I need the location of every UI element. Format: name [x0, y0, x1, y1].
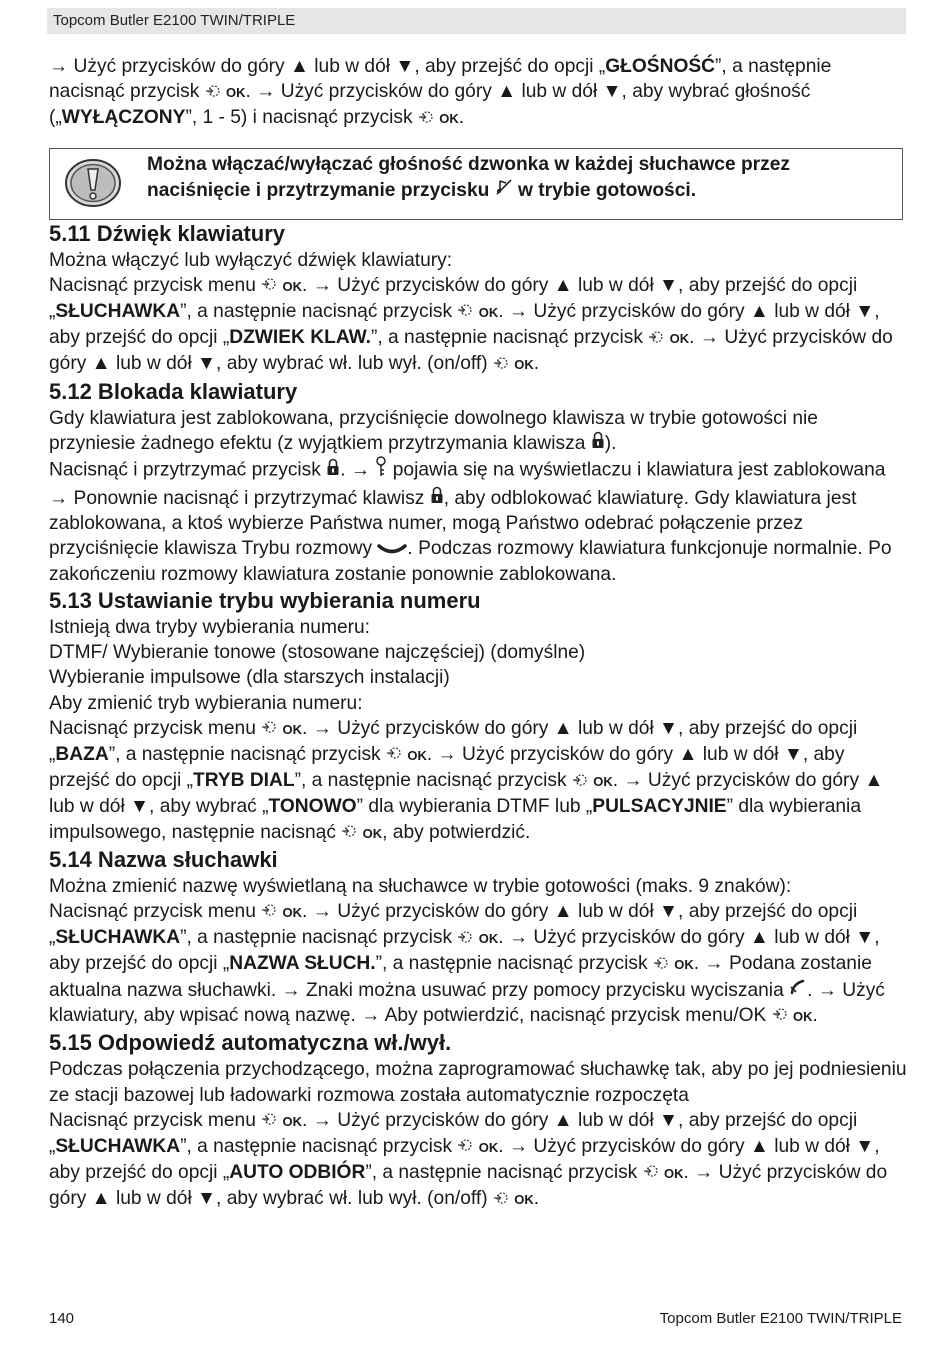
section-5-13-line-3: Wybieranie impulsowe (dla starszych instalacji) — [49, 667, 450, 689]
menu-ok-icon — [261, 716, 277, 741]
section-5-12-intro: Gdy klawiatura jest zablokowana, przyciśnięcie dowolnego klawisza w trybie gotowości nie przyniesie żadnego efektu (z wyjątkiem przytrzymania klawisza ). — [49, 406, 909, 457]
page-content — [49, 54, 909, 1213]
section-5-11-steps: Nacisnąć przycisk menu OK. → Użyć przycisków do góry ▲ lub w dół ▼, aby przejść do opcji „SŁUCHAWKA”, a następnie nacisnąć przycisk OK. → Użyć przycisków do góry ▲ lub w dół ▼, aby przejść do opcji „DZWIEK KLAW.”, a następnie nacisnąć przycisk OK. → Użyć przycisków do góry ▲ lub w dół ▼, aby wybrać wł. lub wył. (on/off) OK. — [49, 273, 909, 378]
menu-ok-icon — [457, 1134, 473, 1159]
section-5-11-intro: Można włączyć lub wyłączyć dźwięk klawiatury: — [49, 249, 453, 271]
section-heading-5-14: 5.14 Nazwa słuchawki — [49, 846, 278, 872]
section-5-14-intro: Można zmienić nazwę wyświetlaną na słuchawce w trybie gotowości (maks. 9 znaków): — [49, 875, 792, 897]
talk-key-icon — [377, 537, 407, 562]
menu-ok-icon — [457, 926, 473, 951]
section-5-12-steps: Nacisnąć i przytrzymać przycisk . → pojawia się na wyświetlaczu i klawiatura jest zablokowana → Ponownie nacisnąć i przytrzymać klawisz , aby odblokować klawiaturę. Gdy klawiatura jest zablokowana, a ktoś wybierze Państwa numer, mogą Państwo odebrać połączenie przez przyciśnięcie klawisza Trybu rozmowy . Podczas rozmowy klawiatura funkcjonuje normalnie. Po zakończeniu rozmowy klawiatura zostanie ponownie zablokowana. — [49, 456, 909, 587]
header-title: Topcom Butler E2100 TWIN/TRIPLE — [53, 12, 296, 29]
intro-paragraph: → Użyć przycisków do góry ▲ lub w dół ▼, aby przejść do opcji „GŁOŚNOŚĆ”, a następnie nacisnąć przycisk OK. → Użyć przycisków do góry ▲ lub w dół ▼, aby wybrać głośność („WYŁĄCZONY”, 1 - 5) i nacisnąć przycisk OK. — [49, 54, 909, 132]
section-5-13-line-4: Aby zmienić tryb wybierania numeru: — [49, 692, 363, 714]
menu-ok-icon — [493, 352, 509, 377]
section-heading-5-13: 5.13 Ustawianie trybu wybierania numeru — [49, 587, 481, 613]
keylock-icon — [326, 458, 340, 483]
key-symbol-icon — [375, 456, 387, 485]
menu-ok-icon — [643, 1160, 659, 1185]
menu-ok-icon — [772, 1003, 788, 1028]
ringer-off-icon — [495, 178, 513, 204]
section-heading-5-12: 5.12 Blokada klawiatury — [49, 378, 298, 404]
menu-ok-icon — [493, 1187, 509, 1212]
menu-ok-icon — [457, 299, 473, 324]
keylock-icon — [591, 431, 605, 456]
section-5-13-steps: Nacisnąć przycisk menu OK. → Użyć przycisków do góry ▲ lub w dół ▼, aby przejść do opcji „BAZA”, a następnie nacisnąć przycisk OK. → Użyć przycisków do góry ▲ lub w dół ▼, aby przejść do opcji „TRYB DIAL”, a następnie nacisnąć przycisk OK. → Użyć przycisków do góry ▲ lub w dół ▼, aby wybrać „TONOWO” dla wybierania DTMF lub „PULSACYJNIE” dla wybierania impulsowego, następnie nacisnąć OK, aby potwierdzić. — [49, 716, 909, 846]
note-text: Można włączać/wyłączać głośność dzwonka w każdej słuchawce przez naciśnięcie i przytrzymanie przycisku w trybie gotowości. — [147, 152, 887, 204]
warning-note — [49, 148, 903, 220]
section-5-15-steps: Nacisnąć przycisk menu OK. → Użyć przycisków do góry ▲ lub w dół ▼, aby przejść do opcji „SŁUCHAWKA”, a następnie nacisnąć przycisk OK. → Użyć przycisków do góry ▲ lub w dół ▼, aby przejść do opcji „AUTO ODBIÓR”, a następnie nacisnąć przycisk OK. → Użyć przycisków do góry ▲ lub w dół ▼, aby wybrać wł. lub wył. (on/off) OK. — [49, 1108, 909, 1213]
menu-ok-icon — [261, 1108, 277, 1133]
footer-title: Topcom Butler E2100 TWIN/TRIPLE — [659, 1310, 902, 1327]
mute-key-icon — [789, 978, 807, 1003]
section-5-15-intro: Podczas połączenia przychodzącego, można zaprogramować słuchawkę tak, aby po jej podniesieniu ze stacji bazowej lub ładowarki rozmowa została automatycznie rozpoczęta — [49, 1059, 907, 1106]
menu-ok-icon — [205, 80, 221, 105]
menu-ok-icon — [653, 952, 669, 977]
section-5-14-steps: Nacisnąć przycisk menu OK. → Użyć przycisków do góry ▲ lub w dół ▼, aby przejść do opcji „SŁUCHAWKA”, a następnie nacisnąć przycisk OK. → Użyć przycisków do góry ▲ lub w dół ▼, aby przejść do opcji „NAZWA SŁUCH.”, a następnie nacisnąć przycisk OK. → Podana zostanie aktualna nazwa słuchawki. → Znaki można usuwać przy pomocy przycisku wyciszania . → Użyć klawiatury, aby wpisać nową nazwę. → Aby potwierdzić, nacisnąć przycisk menu/OK OK. — [49, 899, 909, 1029]
section-5-13-line-2: DTMF/ Wybieranie tonowe (stosowane najczęściej) (domyślne) — [49, 642, 586, 664]
running-header — [47, 8, 906, 34]
section-heading-5-15: 5.15 Odpowiedź automatyczna wł./wył. — [49, 1030, 452, 1056]
section-heading-5-11: 5.11 Dźwięk klawiatury — [49, 220, 286, 246]
page-number: 140 — [49, 1310, 75, 1327]
menu-ok-icon — [648, 326, 664, 351]
warning-exclamation-icon — [64, 158, 122, 208]
menu-ok-icon — [572, 769, 588, 794]
section-5-13-line-1: Istnieją dwa tryby wybierania numeru: — [49, 616, 371, 638]
keylock-icon — [430, 486, 444, 511]
menu-ok-icon — [261, 899, 277, 924]
menu-ok-icon — [261, 273, 277, 298]
menu-ok-icon — [341, 820, 357, 845]
menu-ok-icon — [386, 742, 402, 767]
menu-ok-icon — [418, 106, 434, 131]
